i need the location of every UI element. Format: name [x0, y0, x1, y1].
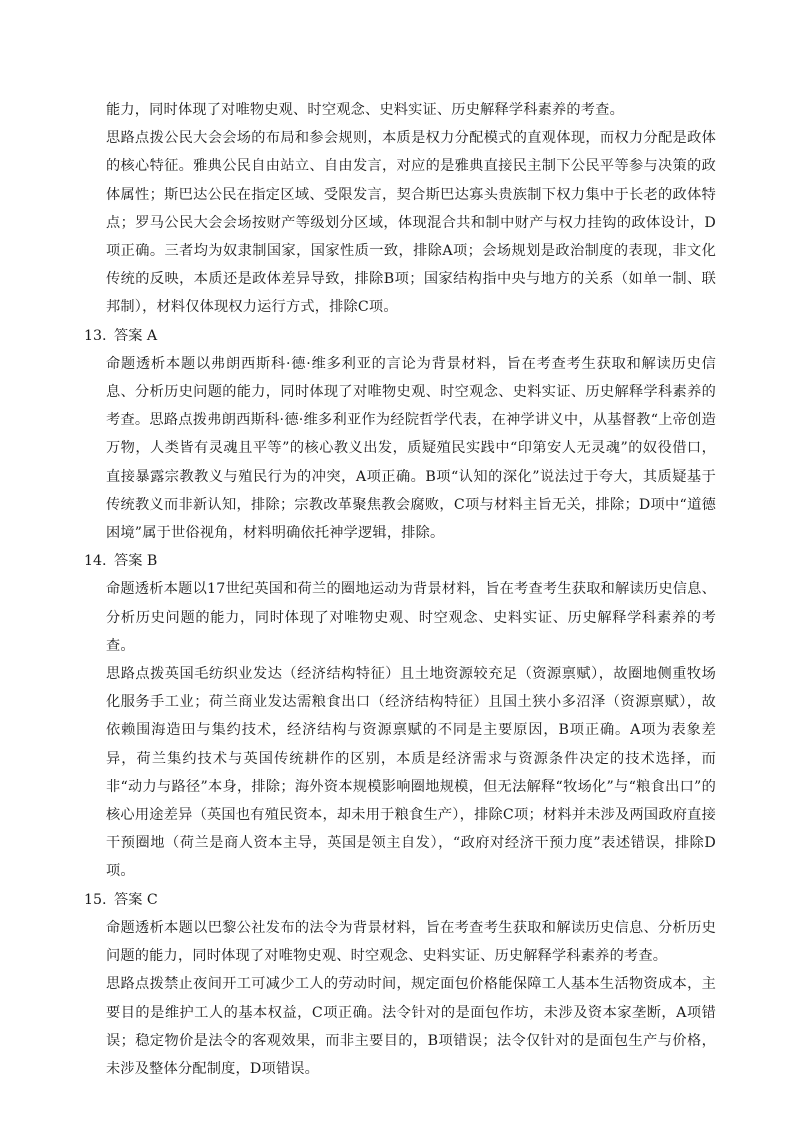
question-number: 15.	[84, 891, 107, 908]
question-number: 14.	[84, 553, 107, 570]
para-2: 思路点拨公民大会会场的布局和参会规则，本质是权力分配模式的直观体现，而权力分配是政体的核心特征。雅典公民自由站立、自由发言，对应的是雅典直接民主制下公民平等参与决策的政体属性；斯巴达公民在指定区域、受限发言，契合斯巴达寡头贵族制下权力集中于长老的政体特点；罗马公民大会会场按财产等级划分区域，体现混合共和制中财产与权力挂钩的政体设计，D项正确。三者均为奴隶制国家，国家性质一致，排除A项；会场规划是政治制度的表现，非文化传统的反映，本质还是政体差异导致，排除B项；国家结构指中央与地方的关系（如单一制、联邦制），材料仅体现权力运行方式，排除C项。	[106, 130, 716, 316]
answer-text: 答案 A	[114, 327, 158, 344]
para-5: 思路点拨英国毛纺织业发达（经济结构特征）且土地资源较充足（资源禀赋），故圈地侧重牧场化服务手工业；荷兰商业发达需粮食出口（经济结构特征）且国土狭小多沼泽（资源禀赋），故依赖围海造田与集约技术，经济结构与资源禀赋的不同是主要原因，B项正确。A项为表象差异，荷兰集约技术与英国传统耕作的区别，本质是经济需求与资源条件决定的技术选择，而非“动力与路径”本身，排除；海外资本规模影响圈地规模，但无法解释“牧场化”与“粮食出口”的核心用途差异（英国也有殖民资本，却未用于粮食生产），排除C项；材料并未涉及两国政府直接干预圈地（荷兰是商人资本主导，英国是领主自发），“政府对经济干预力度”表述错误，排除D项。	[106, 666, 716, 880]
para-6: 命题透析本题以巴黎公社发布的法令为背景材料，旨在考查考生获取和解读历史信息、分析历史问题的能力，同时体现了对唯物史观、时空观念、史料实证、历史解释学科素养的考查。	[106, 919, 716, 965]
question-number: 13.	[84, 327, 107, 344]
answer-14	[84, 547, 716, 575]
answer-text: 答案 B	[114, 553, 158, 570]
para-4: 命题透析本题以17世纪英国和荷兰的圈地运动为背景材料，旨在考查考生获取和解读历史信息、分析历史问题的能力，同时体现了对唯物史观、时空观念、史料实证、历史解释学科素养的考查。	[106, 581, 716, 654]
para-7: 思路点拨禁止夜间开工可减少工人的劳动时间，规定面包价格能保障工人基本生活物资成本，主要目的是维护工人的基本权益，C项正确。法令针对的是面包作坊，未涉及资本家垄断，A项错误；稳定物价是法令的客观效果，而非主要目的，B项错误；法令仅针对的是面包生产与价格，未涉及整体分配制度，D项错误。	[106, 976, 716, 1077]
answer-15	[84, 886, 716, 914]
para-1: 能力，同时体现了对唯物史观、时空观念、史料实证、历史解释学科素养的考查。	[106, 102, 624, 118]
para-3: 命题透析本题以弗朗西斯科·德·维多利亚的言论为背景材料，旨在考查考生获取和解读历史信息、分析历史问题的能力，同时体现了对唯物史观、时空观念、史料实证、历史解释学科素养的考查。思路点拨弗朗西斯科·德·维多利亚作为经院哲学代表，在神学讲义中，从基督教“上帝创造万物，人类皆有灵魂且平等”的核心教义出发，质疑殖民实践中“印第安人无灵魂”的奴役借口，直接暴露宗教教义与殖民行为的冲突，A项正确。B项“认知的深化”说法过于夸大，其质疑基于传统教义而非新认知，排除；宗教改革聚焦教会腐败，C项与材料主旨无关，排除；D项中“道德困境”属于世俗视角，材料明确依托神学逻辑，排除。	[106, 355, 716, 542]
answer-text: 答案 C	[114, 891, 158, 908]
answer-13	[84, 322, 716, 350]
